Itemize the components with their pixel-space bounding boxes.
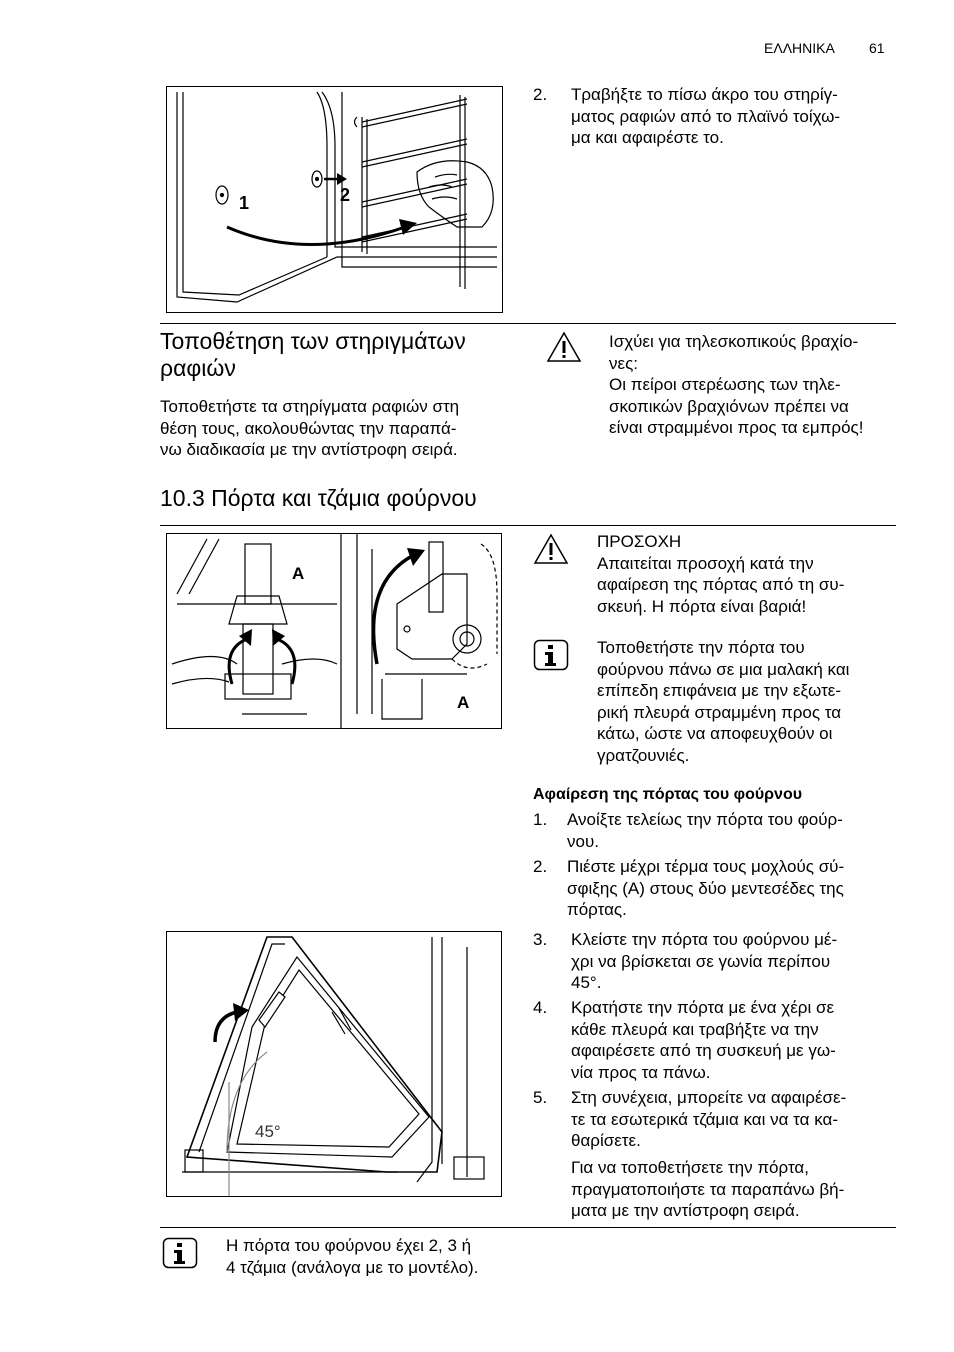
hinge-label-a-left: A	[292, 564, 305, 583]
section-heading-10-3	[160, 484, 477, 512]
step-line: Τραβήξτε το πίσω άκρο του στηρίγ-	[571, 85, 838, 104]
warning-title-line: Ισχύει για τηλεσκοπικούς βραχίο-	[609, 332, 859, 351]
step-number: 2.	[533, 85, 548, 104]
info-icon	[533, 639, 569, 671]
removal-title: Αφαίρεση της πόρτας του φούρνου	[533, 786, 803, 803]
warning-triangle-icon	[546, 331, 582, 363]
figure-door-hinges	[166, 533, 502, 729]
warning-triangle-icon	[533, 533, 569, 565]
section-title: Πόρτα και τζάμια φούρνου	[211, 485, 477, 511]
figure-door-45-degrees	[166, 931, 502, 1197]
figure-shelf-support-removal	[166, 86, 503, 313]
shelf-support-illustration	[167, 87, 502, 312]
step-line: μα και αφαιρέστε το.	[571, 128, 724, 147]
angle-label: 45°	[255, 1122, 281, 1141]
section-number: 10.3	[160, 485, 205, 511]
caution-heavy-door: ΠΡΟΣΟΧΗ Απαιτείται προσοχή κατά την αφαίρεση της πόρτας από τη συ- σκευή. Η πόρτα είναι βαριά!	[597, 531, 897, 617]
warning-telescopic-runners: Ισχύει για τηλεσκοπικούς βραχίο- νες: Οι πείροι στερέωσης των τηλε- σκοπικών βραχιόνων πρέπει να είναι στραμμένοι προς τα εμπρός!	[609, 331, 899, 439]
hinge-label-a-right: A	[457, 693, 470, 712]
refit-instructions: Για να τοποθετήσετε την πόρτα, πραγματοποιήστε τα παραπάνω βή- ματα με την αντίστροφη σειρά.	[571, 1158, 845, 1220]
header-page-number: 61	[869, 40, 885, 56]
info-icon	[162, 1237, 198, 1269]
section-rule	[160, 323, 896, 324]
section-body-install-supports: Τοποθετήστε τα στηρίγματα ραφιών στη θέση τους, ακολουθώντας την παραπά- νω διαδικασία με την αντίστροφη σειρά.	[160, 397, 460, 459]
section-title-install-supports: Τοποθέτηση των στηριγμάτων ραφιών	[160, 328, 466, 381]
section-rule	[160, 525, 896, 526]
door-angle-illustration	[167, 932, 501, 1196]
step-line: ματος ραφιών από το πλαϊνό τοίχω-	[571, 106, 841, 126]
header-language: ΕΛΛΗΝΙΚΑ	[764, 40, 835, 56]
info-glass-panels: Η πόρτα του φούρνου έχει 2, 3 ή 4 τζάμια (ανάλογα με το μοντέλο).	[226, 1236, 479, 1277]
figure-label-2: 2	[340, 185, 351, 205]
section-rule	[160, 1227, 896, 1228]
caution-title: ΠΡΟΣΟΧΗ	[597, 532, 682, 551]
hinge-lever-illustration	[167, 534, 501, 728]
info-soft-surface: Τοποθετήστε την πόρτα του φούρνου πάνω σε μια μαλακή και επίπεδη επιφάνεια με την εξωτε- ρική πλευρά στραμμένη προς τα κάτω, ώστε να αποφευχθούν οι γρατζουνιές.	[597, 638, 850, 765]
warning-title-line: νες:	[609, 353, 638, 373]
figure-label-1: 1	[239, 193, 250, 213]
